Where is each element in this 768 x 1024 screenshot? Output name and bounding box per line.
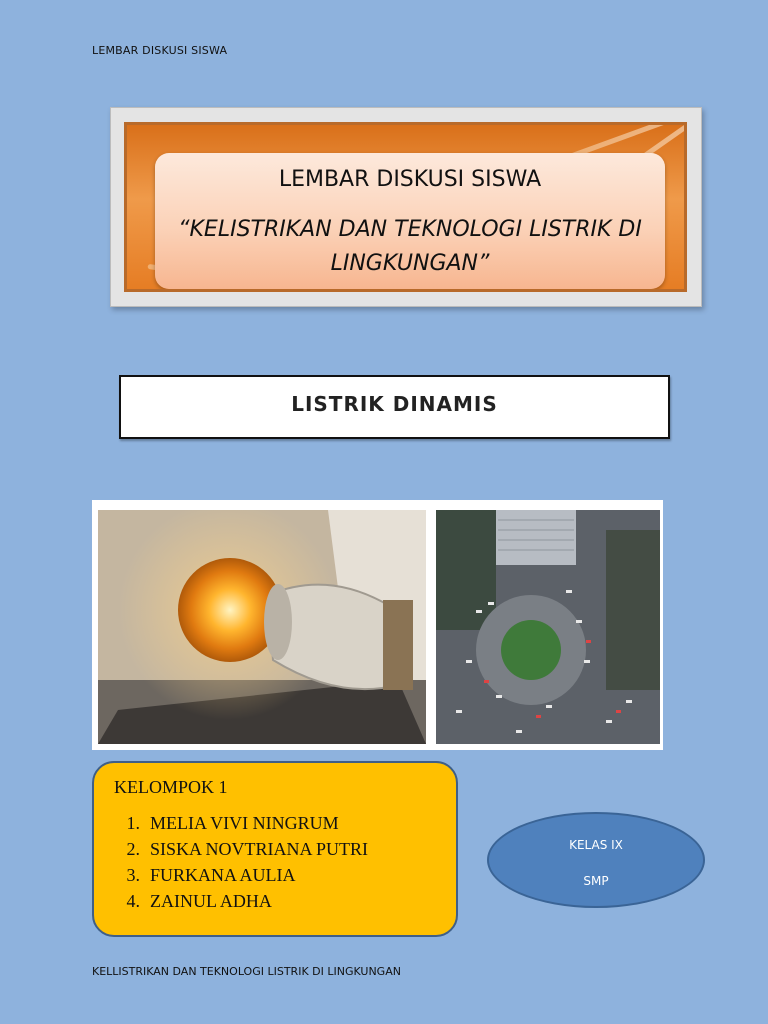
member-name: ZAINUL ADHA [150, 891, 272, 911]
title-banner [124, 122, 687, 292]
document-title: LEMBAR DISKUSI SISWA [278, 167, 542, 192]
class-info-ellipse [487, 812, 705, 908]
topic-box [119, 375, 670, 439]
topic-title: LISTRIK DINAMIS [291, 392, 498, 416]
member-number: 4. [126, 891, 140, 911]
member-number: 2. [126, 839, 140, 859]
school-level: SMP [583, 874, 609, 888]
member-name: FURKANA AULIA [150, 865, 296, 885]
title-box [155, 153, 665, 289]
light-bulb-photo [98, 510, 426, 744]
member-number: 1. [126, 813, 140, 833]
member-name: SISKA NOVTRIANA PUTRI [150, 839, 369, 859]
member-name: MELIA VIVI NINGRUM [150, 813, 339, 833]
page-footer: KELLISTRIKAN DAN TEKNOLOGI LISTRIK DI LINGKUNGAN [92, 965, 401, 978]
member-list [114, 813, 368, 917]
light-bulb-illustration [98, 510, 426, 744]
list-item [114, 839, 368, 865]
image-frame [92, 500, 663, 750]
list-item [114, 891, 368, 917]
traffic-roundabout-photo [436, 510, 660, 744]
group-title: KELOMPOK 1 [114, 777, 228, 797]
page-header: LEMBAR DISKUSI SISWA [92, 44, 228, 57]
group-info-box [92, 761, 458, 937]
traffic-roundabout-illustration [436, 510, 660, 744]
title-frame [110, 107, 702, 307]
document-subtitle: “KELISTRIKAN DAN TEKNOLOGI LISTRIK DI LINGKUNGAN” [178, 217, 642, 276]
list-item [114, 813, 368, 839]
class-level: KELAS IX [569, 838, 623, 852]
member-number: 3. [126, 865, 140, 885]
list-item [114, 865, 368, 891]
